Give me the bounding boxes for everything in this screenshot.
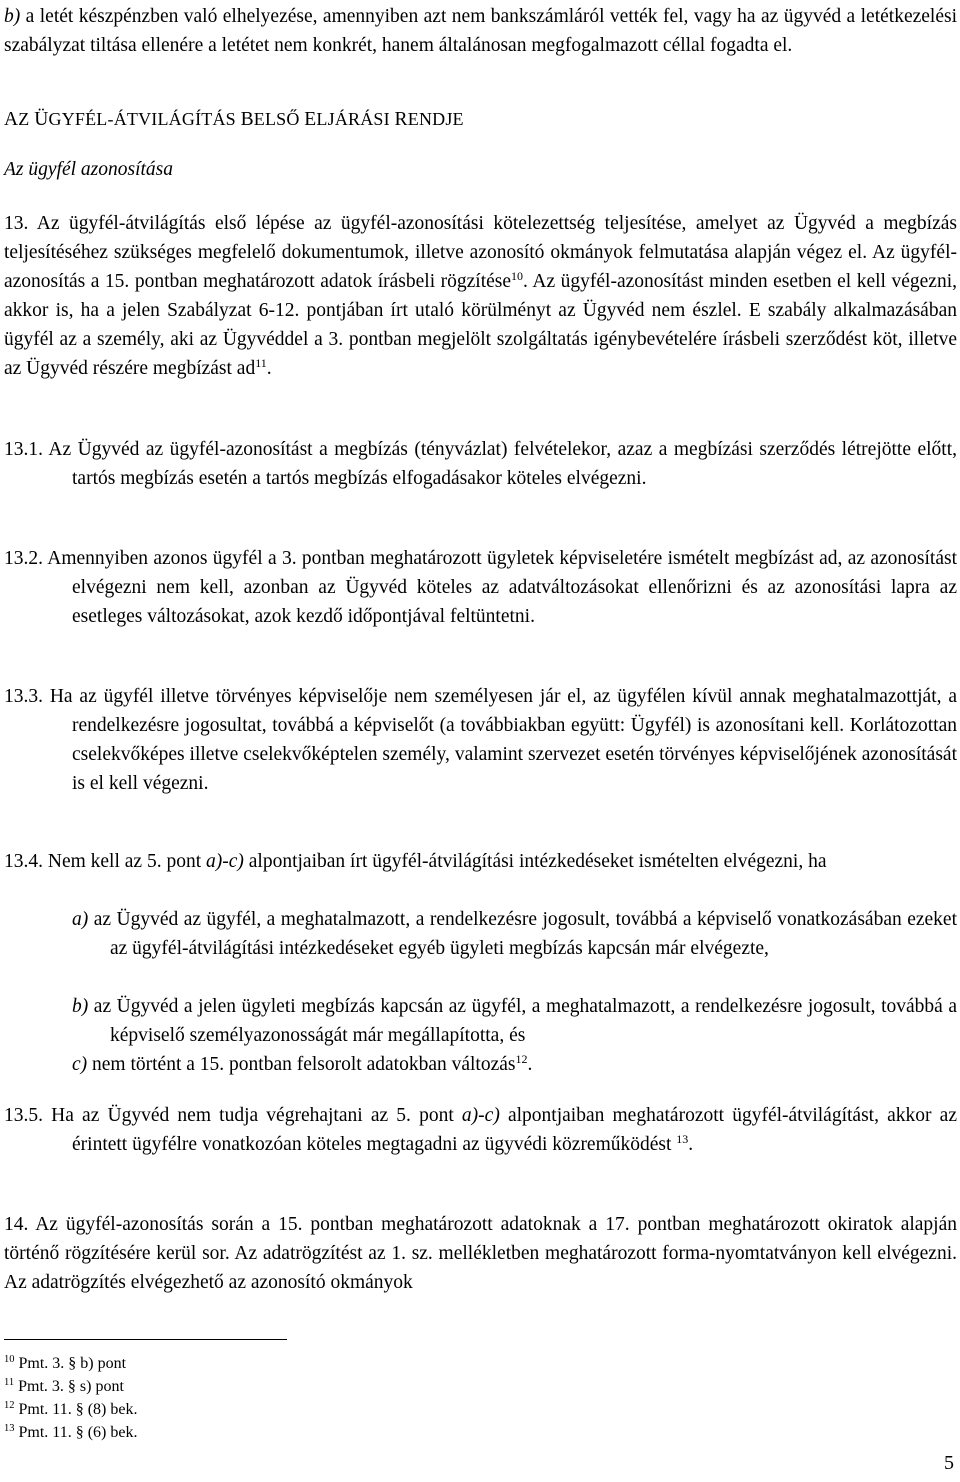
footnote-number: 10 bbox=[4, 1354, 15, 1365]
paragraph-13-text-2: . Az ügyfél-azonosítást minden esetben el kell végezni, akkor is, ha a jelen Szabályzat 6-12. pontjában írt utaló körülményt az Ügyvéd nem észlel. E szabály alkalmazásában ügyfél az a személy, aki az Ügyvéddel a 3. pontban megjelölt szolgáltatás igénybevételére írásbeli szerződést köt, illetve az Ügyvéd részére megbízást ad bbox=[4, 271, 957, 379]
list-item-c-label: c) bbox=[72, 1054, 88, 1075]
intro-paragraph bbox=[4, 2, 957, 60]
intro-text: a letét készpénzben való elhelyezése, amennyiben azt nem bankszámláról vették fel, vagy ha az ügyvéd a letétkezelési szabályzat tiltása ellenére a letétet nem konkrét, hanem általánosan megfogalmazott céllal fogadta el. bbox=[4, 6, 957, 56]
list-item-c bbox=[72, 1050, 957, 1079]
footnote-12 bbox=[4, 1398, 137, 1421]
paragraph-13-4-italic: a)-c) bbox=[206, 851, 244, 872]
paragraph-13-5-text-2: alpontjaiban meghatározott ügyfél-átvilágítást, akkor az érintett ügyfélre vonatkozóan köteles megtagadni az ügyvédi közreműködést bbox=[72, 1105, 957, 1155]
paragraph-13-5 bbox=[4, 1101, 957, 1159]
footnote-13 bbox=[4, 1421, 137, 1444]
footnote-10 bbox=[4, 1352, 126, 1375]
list-item-b-text: az Ügyvéd a jelen ügyleti megbízás kapcsán az ügyfél, a meghatalmazott, a rendelkezésre jogosult, továbbá a képviselő személyazonosságát már megállapította, és bbox=[88, 996, 957, 1046]
paragraph-13 bbox=[4, 209, 957, 383]
footnote-ref-10: 10 bbox=[511, 269, 524, 283]
paragraph-13-3: 13.3. Ha az ügyfél illetve törvényes képviselője nem személyesen jár el, az ügyfélen kívül annak meghatalmazottját, a rendelkezésre jogosultat, továbbá a képviselőt (a továbbiakban együtt: Ügyfél) is azonosítani kell. Korlátozottan cselekvőképes illetve cselekvőképtelen személy, valamint szervezet esetén törvényes képviselőjének azonosítását is el kell végezni. bbox=[4, 686, 957, 794]
footnote-ref-11: 11 bbox=[255, 356, 267, 370]
page-number: 5 bbox=[944, 1452, 954, 1474]
paragraph-13-5-text-1: 13.5. Ha az Ügyvéd nem tudja végrehajtani az 5. pont bbox=[4, 1105, 462, 1126]
footnote-text: Pmt. 11. § (6) bek. bbox=[14, 1424, 138, 1441]
footnote-text: Pmt. 3. § b) pont bbox=[14, 1355, 127, 1372]
subheading: Az ügyfél azonosítása bbox=[4, 159, 173, 180]
paragraph-13-4 bbox=[4, 847, 957, 876]
footnote-separator bbox=[4, 1339, 287, 1340]
paragraph-13-1: 13.1. Az Ügyvéd az ügyfél-azonosítást a megbízás (tényvázlat) felvételekor, azaz a megbízási szerződés létrejötte előtt, tartós megbízás esetén a tartós megbízás elfogadásakor köteles elvégezni. bbox=[4, 439, 957, 489]
paragraph-14: 14. Az ügyfél-azonosítás során a 15. pontban meghatározott adatoknak a 17. pontban meghatározott okiratok alapján történő rögzítésére kerül sor. Az adatrögzítést az 1. sz. mellékletben meghatározott forma-nyomtatványon kell elvégezni. Az adatrögzítés elvégezhető az azonosító okmányok bbox=[4, 1214, 957, 1293]
paragraph-13-text-1: 13. Az ügyfél-átvilágítás első lépése az ügyfél-azonosítási kötelezettség teljesítése, amelyet az Ügyvéd a megbízás teljesítéséhez szükséges megfelelő dokumentumok, illetve azonosító okmányok felmutatása alapján végez el. Az ügyfél-azonosítás a 15. pontban meghatározott adatok írásbeli rögzítése bbox=[4, 213, 957, 292]
footnote-number: 11 bbox=[4, 1377, 15, 1388]
list-item-b-label: b) bbox=[72, 996, 89, 1017]
paragraph-13-text-3: . bbox=[266, 358, 272, 379]
footnote-number: 12 bbox=[4, 1400, 15, 1411]
footnote-11 bbox=[4, 1375, 124, 1398]
paragraph-13-2: 13.2. Amennyiben azonos ügyfél a 3. pontban meghatározott ügyletek képviseletére ismételt megbízást ad, az azonosítást elvégezni nem kell, azonban az Ügyvéd köteles az adatváltozásokat ellenőrizni és az azonosítási lapra az esetleges változásokat, azok kezdő időpontjával feltüntetni. bbox=[4, 548, 957, 627]
paragraph-13-5-text-3: . bbox=[688, 1134, 694, 1155]
list-item-a-text: az Ügyvéd az ügyfél, a meghatalmazott, a rendelkezésre jogosult, továbbá a képviselő vonatkozásában ezeket az ügyfél-átvilágítási intézkedéseket egyéb ügyleti megbízás kapcsán már elvégezte, bbox=[88, 909, 957, 959]
footnote-ref-13: 13 bbox=[676, 1132, 689, 1146]
list-item-b bbox=[72, 992, 957, 1050]
paragraph-13-5-italic: a)-c) bbox=[461, 1105, 500, 1126]
list-item-c-text: nem történt a 15. pontban felsorolt adatokban változás bbox=[87, 1054, 516, 1075]
footnote-number: 13 bbox=[4, 1423, 15, 1434]
footnote-text: Pmt. 3. § s) pont bbox=[14, 1378, 124, 1395]
list-item-a bbox=[72, 905, 957, 963]
footnote-text: Pmt. 11. § (8) bek. bbox=[14, 1401, 138, 1418]
section-heading: AZ ÜGYFÉL-ÁTVILÁGÍTÁS BELSŐ ELJÁRÁSI RENDJE bbox=[4, 109, 464, 130]
footnote-ref-12: 12 bbox=[515, 1052, 528, 1066]
list-item-a-label: a) bbox=[72, 909, 89, 930]
paragraph-13-4-text-2: alpontjaiban írt ügyfél-átvilágítási intézkedéseket ismételten elvégezni, ha bbox=[243, 851, 827, 872]
paragraph-13-4-text-1: 13.4. Nem kell az 5. pont bbox=[4, 851, 206, 872]
intro-label: b) bbox=[4, 6, 21, 27]
list-item-c-end: . bbox=[527, 1054, 533, 1075]
